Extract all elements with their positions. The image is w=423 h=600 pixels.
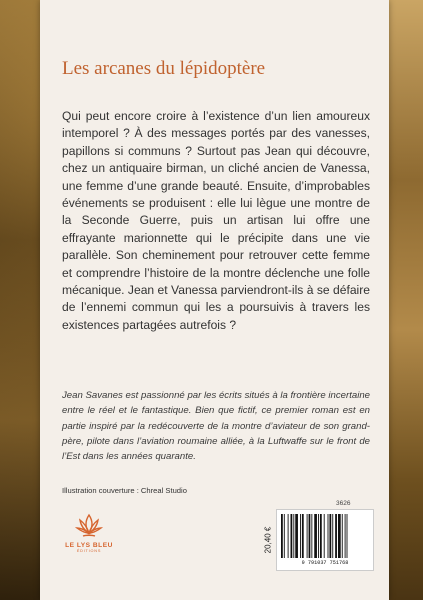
publisher-logo bbox=[62, 511, 116, 571]
barcode-bar bbox=[328, 514, 329, 558]
barcode-bar bbox=[342, 514, 343, 558]
author-bio: Jean Savanes est passionné par les écrits situés à la frontière incertaine entre le réel et le fantastique. Bien que fictif, ce premier roman est en partie inspiré par la redécouverte de la montre d’aviateur de son grand-père, pilote dans l’aviation roumaine alliée, à la Luftwaffe sur le front de l’Est dans les années quarante. bbox=[62, 390, 370, 463]
price-text: 20,40 € bbox=[263, 526, 273, 554]
barcode-bar bbox=[281, 514, 283, 558]
illustration-credit: Illustration couverture : Chreal Studio bbox=[62, 486, 187, 495]
barcode-bar bbox=[345, 514, 346, 558]
lotus-icon bbox=[74, 511, 104, 541]
synopsis-text: Qui peut encore croire à l’existence d’un lien amoureux intemporel ? À des messages portés par des vanesses, papillons si communs ? Surtout pas Jean qui découvre, chez un antiquaire birman, un cliché ancien de Vanessa, une femme d’une grande beauté. Ensuite, d’improbables événements se produisent : elle lui lègue une montre de la Seconde Guerre, puis un artisan lui offre une effrayante marionnette qui le précipite dans une vie parallèle. Son cheminement pour retrouver cette femme et comprendre l’histoire de la montre déclenche une folle mécanique. Jean et Vanessa parviendront-ils à se défaire de l’ennemi commun qui les a poursuivis à travers les existences partagées autrefois ? bbox=[62, 109, 370, 332]
barcode-bar bbox=[329, 514, 331, 558]
barcode-bar bbox=[300, 514, 301, 558]
price-label bbox=[262, 520, 274, 560]
barcode-bar bbox=[318, 514, 319, 558]
background-art-right bbox=[389, 0, 423, 600]
barcode-bar bbox=[347, 514, 348, 558]
barcode-bar bbox=[320, 514, 322, 558]
barcode-bar bbox=[302, 514, 304, 558]
barcode-bar bbox=[338, 514, 341, 558]
book-title: Les arcanes du lépidoptère bbox=[62, 58, 266, 79]
publisher-name: LE LYS BLEU bbox=[65, 542, 113, 549]
barcode bbox=[276, 509, 374, 571]
product-code: 3626 bbox=[336, 500, 351, 507]
barcode-bars bbox=[281, 514, 369, 558]
barcode-bar bbox=[311, 514, 312, 558]
barcode-bar bbox=[288, 514, 289, 558]
isbn-digits: 9 791037 751768 bbox=[301, 560, 349, 566]
barcode-bar bbox=[293, 514, 294, 558]
barcode-bar bbox=[332, 514, 333, 558]
barcode-bar bbox=[284, 514, 285, 558]
barcode-bar bbox=[307, 514, 308, 558]
back-cover-panel bbox=[40, 0, 389, 600]
publisher-sub: ÉDITIONS bbox=[76, 549, 102, 553]
barcode-bar bbox=[309, 514, 311, 558]
barcode-bar bbox=[324, 514, 325, 558]
barcode-bar bbox=[314, 514, 317, 558]
barcode-bar bbox=[335, 514, 337, 558]
barcode-bar bbox=[291, 514, 293, 558]
barcode-bar bbox=[295, 514, 298, 558]
background-art-left bbox=[0, 0, 40, 600]
